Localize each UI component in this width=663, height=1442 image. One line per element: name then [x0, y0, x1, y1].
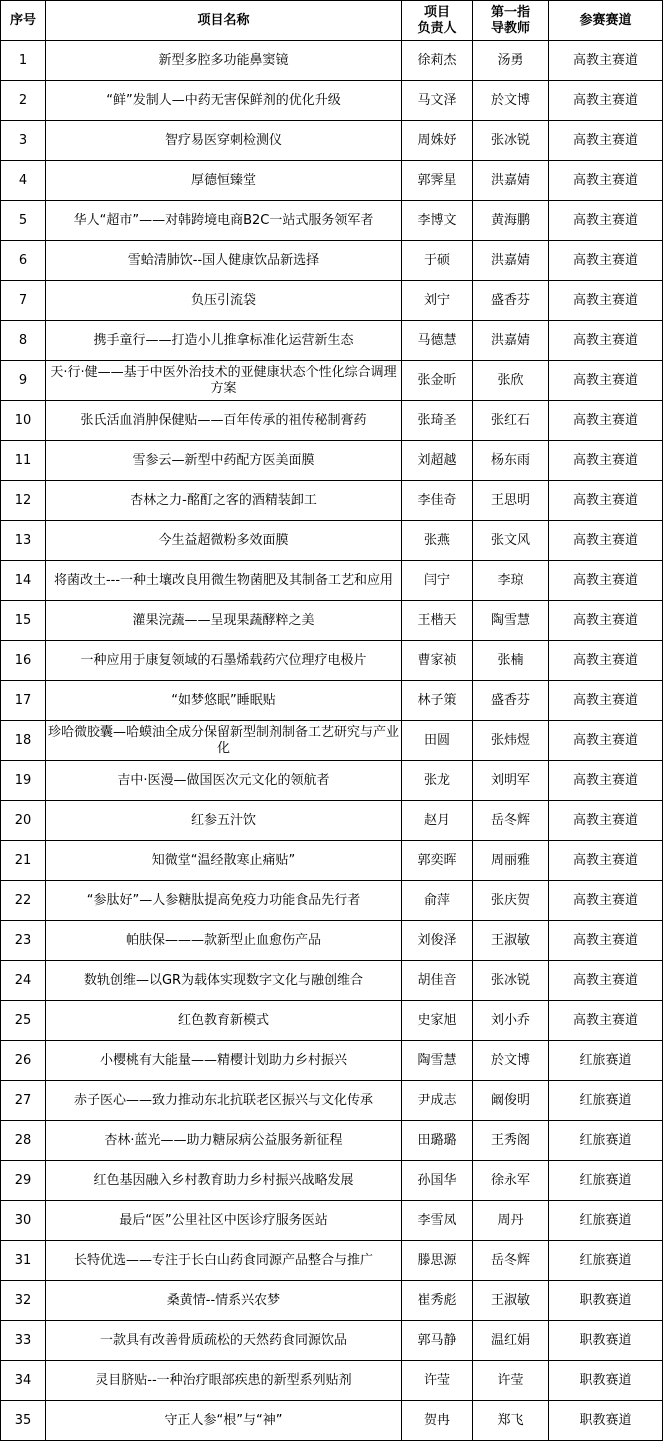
cell-project-name: 长特优选——专注于长白山药食同源产品整合与推广 [46, 1241, 402, 1281]
cell-index: 29 [1, 1161, 46, 1201]
cell-project-name: 一款具有改善骨质疏松的天然药食同源饮品 [46, 1321, 402, 1361]
cell-track: 高教主赛道 [549, 481, 663, 521]
cell-track: 高教主赛道 [549, 441, 663, 481]
cell-leader: 俞萍 [402, 881, 473, 921]
cell-track: 高教主赛道 [549, 1001, 663, 1041]
cell-leader: 陶雪慧 [402, 1041, 473, 1081]
cell-track: 高教主赛道 [549, 361, 663, 401]
cell-track: 高教主赛道 [549, 521, 663, 561]
cell-index: 5 [1, 201, 46, 241]
cell-advisor: 於文博 [473, 81, 549, 121]
cell-leader: 张琦圣 [402, 401, 473, 441]
cell-leader: 刘超越 [402, 441, 473, 481]
table-row [1, 1041, 663, 1081]
table-row [1, 881, 663, 921]
cell-track: 高教主赛道 [549, 921, 663, 961]
cell-project-name: “参肽好”—人参糖肽提高免疫力功能食品先行者 [46, 881, 402, 921]
header-project-name: 项目名称 [46, 1, 402, 41]
cell-leader: 王楷天 [402, 601, 473, 641]
cell-index: 14 [1, 561, 46, 601]
cell-track: 高教主赛道 [549, 801, 663, 841]
cell-advisor: 郑飞 [473, 1401, 549, 1441]
cell-leader: 闫宁 [402, 561, 473, 601]
table-row [1, 1001, 663, 1041]
table-row [1, 121, 663, 161]
cell-project-name: 厚德恒臻堂 [46, 161, 402, 201]
cell-project-name: 杏林·蓝光——助力糖尿病公益服务新征程 [46, 1121, 402, 1161]
cell-advisor: 洪嘉婧 [473, 321, 549, 361]
cell-index: 31 [1, 1241, 46, 1281]
cell-advisor: 洪嘉婧 [473, 161, 549, 201]
table-row [1, 1281, 663, 1321]
cell-leader: 张金昕 [402, 361, 473, 401]
cell-index: 22 [1, 881, 46, 921]
cell-leader: 郭霁星 [402, 161, 473, 201]
cell-project-name: 负压引流袋 [46, 281, 402, 321]
cell-project-name: 灵目脐贴--一种治疗眼部疾患的新型系列贴剂 [46, 1361, 402, 1401]
table-row [1, 801, 663, 841]
cell-project-name: 灌果浣蔬——呈现果蔬酵粹之美 [46, 601, 402, 641]
cell-track: 高教主赛道 [549, 81, 663, 121]
table-row [1, 521, 663, 561]
cell-leader: 滕思源 [402, 1241, 473, 1281]
cell-index: 6 [1, 241, 46, 281]
table-row [1, 1241, 663, 1281]
table-row [1, 1401, 663, 1441]
cell-project-name: “如梦悠眠”睡眠贴 [46, 681, 402, 721]
table-row [1, 321, 663, 361]
cell-track: 高教主赛道 [549, 401, 663, 441]
cell-index: 25 [1, 1001, 46, 1041]
cell-track: 红旅赛道 [549, 1041, 663, 1081]
cell-index: 17 [1, 681, 46, 721]
table-row [1, 201, 663, 241]
cell-index: 8 [1, 321, 46, 361]
cell-project-name: 红参五汁饮 [46, 801, 402, 841]
cell-advisor: 张红石 [473, 401, 549, 441]
header-leader-line1: 项目 [423, 4, 450, 20]
cell-index: 27 [1, 1081, 46, 1121]
cell-index: 24 [1, 961, 46, 1001]
cell-index: 20 [1, 801, 46, 841]
table-row [1, 361, 663, 401]
table-row [1, 1321, 663, 1361]
cell-index: 2 [1, 81, 46, 121]
cell-track: 高教主赛道 [549, 121, 663, 161]
cell-project-name: 珍哈微胶囊—哈蟆油全成分保留新型制剂制备工艺研究与产业化 [46, 721, 402, 761]
table-row [1, 401, 663, 441]
cell-leader: 李博文 [402, 201, 473, 241]
header-advisor [473, 1, 549, 41]
cell-project-name: 携手童行——打造小儿推拿标准化运营新生态 [46, 321, 402, 361]
table-row [1, 601, 663, 641]
cell-leader: 李佳奇 [402, 481, 473, 521]
cell-track: 职教赛道 [549, 1321, 663, 1361]
cell-leader: 马德慧 [402, 321, 473, 361]
cell-advisor: 王思明 [473, 481, 549, 521]
cell-project-name: 新型多腔多功能鼻窦镜 [46, 41, 402, 81]
cell-leader: 张燕 [402, 521, 473, 561]
cell-leader: 于硕 [402, 241, 473, 281]
cell-advisor: 张欣 [473, 361, 549, 401]
cell-index: 35 [1, 1401, 46, 1441]
cell-project-name: 最后“医”公里社区中医诊疗服务医站 [46, 1201, 402, 1241]
table-row [1, 481, 663, 521]
cell-track: 高教主赛道 [549, 841, 663, 881]
cell-index: 7 [1, 281, 46, 321]
cell-track: 高教主赛道 [549, 161, 663, 201]
cell-advisor: 张楠 [473, 641, 549, 681]
cell-index: 16 [1, 641, 46, 681]
cell-track: 红旅赛道 [549, 1121, 663, 1161]
cell-leader: 曹家祯 [402, 641, 473, 681]
cell-index: 4 [1, 161, 46, 201]
cell-advisor: 阚俊明 [473, 1081, 549, 1121]
table-row [1, 1361, 663, 1401]
cell-index: 26 [1, 1041, 46, 1081]
cell-index: 34 [1, 1361, 46, 1401]
cell-project-name: 杏林之力-酩酊之客的酒精装卸工 [46, 481, 402, 521]
cell-leader: 刘俊泽 [402, 921, 473, 961]
cell-advisor: 盛香芬 [473, 281, 549, 321]
cell-index: 19 [1, 761, 46, 801]
cell-leader: 马文泽 [402, 81, 473, 121]
table-row [1, 561, 663, 601]
cell-index: 23 [1, 921, 46, 961]
cell-project-name: 华人“超市”——对韩跨境电商B2C一站式服务领军者 [46, 201, 402, 241]
cell-track: 高教主赛道 [549, 721, 663, 761]
cell-track: 红旅赛道 [549, 1081, 663, 1121]
cell-project-name: 红色基因融入乡村教育助力乡村振兴战略发展 [46, 1161, 402, 1201]
cell-leader: 贺冉 [402, 1401, 473, 1441]
cell-advisor: 王秀阁 [473, 1121, 549, 1161]
table-row [1, 81, 663, 121]
cell-advisor: 杨东雨 [473, 441, 549, 481]
cell-project-name: 小樱桃有大能量——精樱计划助力乡村振兴 [46, 1041, 402, 1081]
cell-project-name: 今生益超微粉多效面膜 [46, 521, 402, 561]
cell-leader: 赵月 [402, 801, 473, 841]
header-advisor-line2: 导教师 [490, 20, 530, 36]
cell-leader: 史家旭 [402, 1001, 473, 1041]
cell-advisor: 刘明军 [473, 761, 549, 801]
cell-leader: 田璐璐 [402, 1121, 473, 1161]
cell-track: 职教赛道 [549, 1361, 663, 1401]
header-leader-line2: 负责人 [417, 20, 457, 36]
cell-leader: 许莹 [402, 1361, 473, 1401]
cell-advisor: 张冰锐 [473, 961, 549, 1001]
cell-index: 18 [1, 721, 46, 761]
table-row [1, 1201, 663, 1241]
cell-index: 3 [1, 121, 46, 161]
table-row [1, 281, 663, 321]
cell-advisor: 汤勇 [473, 41, 549, 81]
cell-track: 高教主赛道 [549, 281, 663, 321]
cell-leader: 张龙 [402, 761, 473, 801]
table-row [1, 681, 663, 721]
cell-advisor: 洪嘉婧 [473, 241, 549, 281]
table-row [1, 961, 663, 1001]
cell-advisor: 王淑敏 [473, 1281, 549, 1321]
cell-project-name: 一种应用于康复领域的石墨烯载药穴位理疗电极片 [46, 641, 402, 681]
cell-track: 红旅赛道 [549, 1161, 663, 1201]
cell-track: 职教赛道 [549, 1281, 663, 1321]
cell-advisor: 周丽雅 [473, 841, 549, 881]
table-row [1, 761, 663, 801]
cell-leader: 郭奕晖 [402, 841, 473, 881]
header-track: 参赛赛道 [549, 1, 663, 41]
cell-index: 13 [1, 521, 46, 561]
cell-advisor: 於文博 [473, 1041, 549, 1081]
cell-track: 高教主赛道 [549, 961, 663, 1001]
table-row [1, 721, 663, 761]
table-row [1, 1121, 663, 1161]
cell-index: 11 [1, 441, 46, 481]
cell-project-name: 红色教育新模式 [46, 1001, 402, 1041]
cell-track: 高教主赛道 [549, 681, 663, 721]
cell-advisor: 温红娟 [473, 1321, 549, 1361]
cell-advisor: 黄海鹏 [473, 201, 549, 241]
cell-index: 9 [1, 361, 46, 401]
header-advisor-line1: 第一指 [490, 4, 530, 20]
table-header [1, 1, 663, 41]
cell-project-name: “鲜”发制人—中药无害保鲜剂的优化升级 [46, 81, 402, 121]
cell-leader: 徐莉杰 [402, 41, 473, 81]
cell-advisor: 张炜煜 [473, 721, 549, 761]
cell-project-name: 守正人参“根”与“神” [46, 1401, 402, 1441]
cell-project-name: 知微堂“温经散寒止痛贴” [46, 841, 402, 881]
cell-project-name: 将菌改土---一种土壤改良用微生物菌肥及其制备工艺和应用 [46, 561, 402, 601]
cell-project-name: 智疗易医穿刺检测仪 [46, 121, 402, 161]
cell-track: 高教主赛道 [549, 881, 663, 921]
cell-advisor: 张冰锐 [473, 121, 549, 161]
cell-index: 28 [1, 1121, 46, 1161]
table-row [1, 841, 663, 881]
cell-project-name: 赤子医心——致力推动东北抗联老区振兴与文化传承 [46, 1081, 402, 1121]
cell-leader: 胡佳音 [402, 961, 473, 1001]
header-leader [402, 1, 473, 41]
cell-advisor: 张庆贺 [473, 881, 549, 921]
cell-index: 33 [1, 1321, 46, 1361]
cell-project-name: 数轨创维—以GR为载体实现数字文化与融创维合 [46, 961, 402, 1001]
cell-track: 高教主赛道 [549, 201, 663, 241]
table-row [1, 921, 663, 961]
cell-project-name: 桑黄情--情系兴农梦 [46, 1281, 402, 1321]
cell-index: 12 [1, 481, 46, 521]
table-row [1, 641, 663, 681]
cell-leader: 周姝妤 [402, 121, 473, 161]
cell-index: 30 [1, 1201, 46, 1241]
cell-track: 高教主赛道 [549, 561, 663, 601]
table-row [1, 41, 663, 81]
table-row [1, 161, 663, 201]
cell-leader: 刘宁 [402, 281, 473, 321]
cell-track: 高教主赛道 [549, 41, 663, 81]
cell-track: 红旅赛道 [549, 1241, 663, 1281]
cell-leader: 尹成志 [402, 1081, 473, 1121]
cell-advisor: 张文风 [473, 521, 549, 561]
cell-advisor: 陶雪慧 [473, 601, 549, 641]
cell-track: 高教主赛道 [549, 321, 663, 361]
cell-track: 高教主赛道 [549, 641, 663, 681]
cell-project-name: 吉中·医漫—做国医次元文化的领航者 [46, 761, 402, 801]
cell-advisor: 岳冬辉 [473, 1241, 549, 1281]
cell-index: 32 [1, 1281, 46, 1321]
cell-track: 红旅赛道 [549, 1201, 663, 1241]
cell-advisor: 盛香芬 [473, 681, 549, 721]
cell-leader: 李雪凤 [402, 1201, 473, 1241]
cell-index: 15 [1, 601, 46, 641]
header-row [1, 1, 663, 41]
cell-project-name: 雪参云—新型中药配方医美面膜 [46, 441, 402, 481]
cell-advisor: 许莹 [473, 1361, 549, 1401]
cell-index: 1 [1, 41, 46, 81]
table-body [1, 41, 663, 1441]
cell-index: 10 [1, 401, 46, 441]
cell-project-name: 张氏活血消肿保健贴——百年传承的祖传秘制膏药 [46, 401, 402, 441]
cell-leader: 孙国华 [402, 1161, 473, 1201]
cell-leader: 林子策 [402, 681, 473, 721]
header-index: 序号 [1, 1, 46, 41]
cell-leader: 郭马静 [402, 1321, 473, 1361]
cell-leader: 田圆 [402, 721, 473, 761]
cell-project-name: 雪蛤清肺饮--国人健康饮品新选择 [46, 241, 402, 281]
cell-project-name: 天·行·健——基于中医外治技术的亚健康状态个性化综合调理方案 [46, 361, 402, 401]
cell-track: 高教主赛道 [549, 601, 663, 641]
cell-advisor: 刘小乔 [473, 1001, 549, 1041]
cell-track: 职教赛道 [549, 1401, 663, 1441]
cell-advisor: 周丹 [473, 1201, 549, 1241]
cell-advisor: 李琼 [473, 561, 549, 601]
cell-leader: 崔秀彪 [402, 1281, 473, 1321]
cell-track: 高教主赛道 [549, 241, 663, 281]
cell-track: 高教主赛道 [549, 761, 663, 801]
cell-advisor: 徐永军 [473, 1161, 549, 1201]
table-row [1, 441, 663, 481]
cell-advisor: 岳冬辉 [473, 801, 549, 841]
cell-project-name: 帕肤保———款新型止血愈伤产品 [46, 921, 402, 961]
cell-index: 21 [1, 841, 46, 881]
table-row [1, 241, 663, 281]
table-row [1, 1081, 663, 1121]
cell-advisor: 王淑敏 [473, 921, 549, 961]
table-row [1, 1161, 663, 1201]
